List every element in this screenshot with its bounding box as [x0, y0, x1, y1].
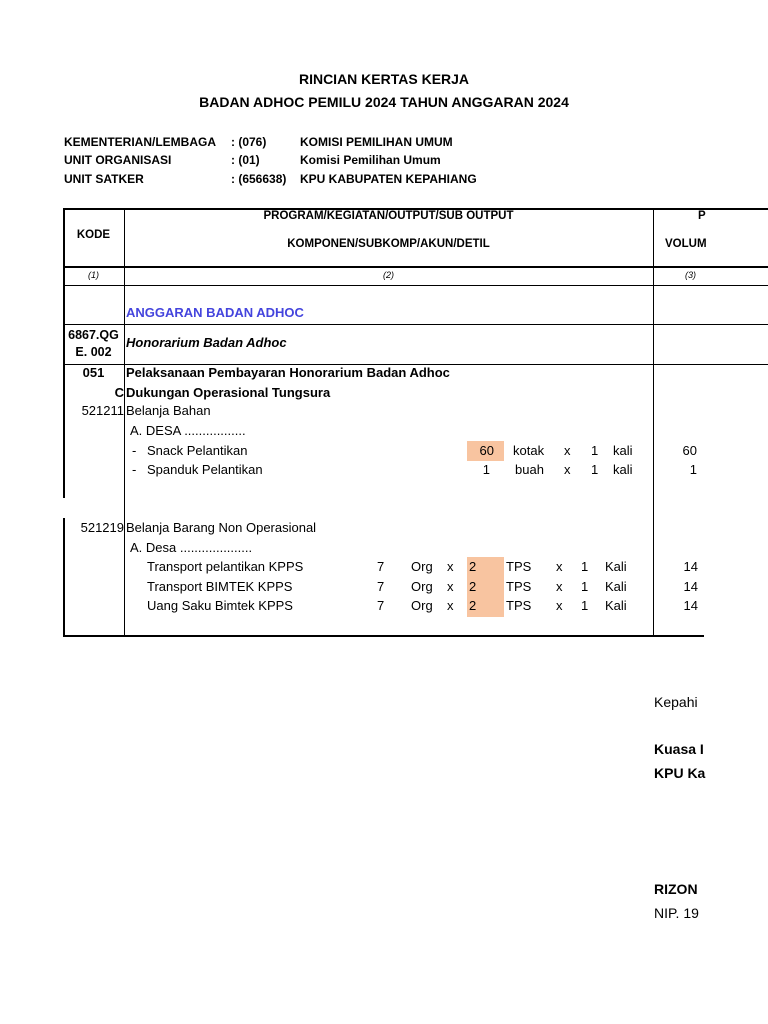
info-label-unit-satker: UNIT SATKER	[64, 172, 144, 186]
desa-a-heading: A. DESA .................	[130, 423, 246, 438]
info-value-kementerian: KOMISI PEMILIHAN UMUM	[300, 135, 453, 149]
item-x: x	[556, 598, 563, 613]
kode-521219: 521219	[80, 520, 124, 535]
item-x: x	[564, 462, 571, 477]
item-name: Transport BIMTEK KPPS	[147, 579, 293, 594]
item-volume: 60	[682, 443, 697, 458]
item-volume: 14	[683, 579, 698, 594]
item-x: x	[447, 598, 454, 613]
col-number-1: (1)	[88, 270, 99, 280]
info-value-unit-organisasi: Komisi Pemilihan Umum	[300, 153, 441, 167]
item-volume: 1	[689, 462, 697, 477]
document-subtitle: BADAN ADHOC PEMILU 2024 TAHUN ANGGARAN 2024	[199, 94, 569, 110]
document-title: RINCIAN KERTAS KERJA	[298, 71, 470, 87]
item-freq: Kali	[605, 579, 627, 594]
item-mult: 1	[591, 462, 599, 477]
item-qty: 60	[479, 443, 494, 458]
anggaran-heading: ANGGARAN BADAN ADHOC	[126, 305, 304, 320]
info-label-unit-organisasi: UNIT ORGANISASI	[64, 153, 172, 167]
item-mult: 1	[581, 579, 589, 594]
col-number-3: (3)	[685, 270, 696, 280]
item-org: Org	[411, 598, 433, 613]
item-freq: Kali	[605, 559, 627, 574]
item-mult: 1	[581, 559, 589, 574]
item-x: x	[564, 443, 571, 458]
item-x: x	[556, 579, 563, 594]
item-count: 7	[377, 559, 385, 574]
item-freq: Kali	[605, 598, 627, 613]
header-program: PROGRAM/KEGIATAN/OUTPUT/SUB OUTPUT	[263, 210, 514, 222]
header-kode: KODE	[76, 229, 111, 241]
col-number-2: (2)	[383, 270, 394, 280]
footer-place: Kepahi	[654, 694, 698, 710]
item-mult: 1	[591, 443, 599, 458]
item-unit: buah	[515, 462, 544, 477]
belanja-bahan: Belanja Bahan	[126, 403, 211, 418]
item-x: x	[447, 559, 454, 574]
honorarium-heading: Honorarium Badan Adhoc	[126, 335, 287, 350]
item-name: Uang Saku Bimtek KPPS	[147, 598, 293, 613]
item-tps-unit: TPS	[506, 579, 532, 594]
kode-6867-line1: 6867.QG	[68, 328, 119, 342]
item-tps-unit: TPS	[506, 598, 532, 613]
kode-521211: 521211	[81, 403, 124, 418]
item-tps-count: 2	[469, 559, 477, 574]
pelaksanaan-heading: Pelaksanaan Pembayaran Honorarium Badan Adhoc	[126, 365, 450, 380]
item-freq: kali	[613, 443, 633, 458]
item-dash: -	[132, 443, 137, 458]
signatory-name: RIZON	[654, 881, 698, 897]
item-unit: kotak	[513, 443, 545, 458]
item-mult: 1	[581, 598, 589, 613]
info-code-unit-organisasi: : (01)	[231, 153, 260, 167]
info-value-unit-satker: KPU KABUPATEN KEPAHIANG	[300, 172, 477, 186]
item-tps-unit: TPS	[506, 559, 532, 574]
item-freq: kali	[613, 462, 633, 477]
info-label-kementerian: KEMENTERIAN/LEMBAGA	[64, 135, 216, 149]
item-tps-count: 2	[469, 598, 477, 613]
header-komponen: KOMPONEN/SUBKOMP/AKUN/DETIL	[287, 238, 490, 250]
kode-c: C	[114, 385, 124, 400]
item-org: Org	[411, 579, 433, 594]
item-volume: 14	[683, 559, 698, 574]
kode-051: 051	[82, 365, 105, 380]
desa-b-heading: A. Desa ....................	[130, 540, 253, 555]
item-tps-count: 2	[469, 579, 477, 594]
belanja-barang: Belanja Barang Non Operasional	[126, 520, 317, 535]
item-x: x	[556, 559, 563, 574]
item-name: Snack Pelantikan	[147, 443, 248, 458]
footer-kuasa: Kuasa I	[654, 741, 704, 757]
item-x: x	[447, 579, 454, 594]
header-volume-cut: VOLUM	[665, 238, 707, 250]
signatory-nip: NIP. 19	[654, 905, 699, 921]
footer-kpu: KPU Ka	[654, 765, 706, 781]
item-dash: -	[132, 462, 137, 477]
item-name: Spanduk Pelantikan	[147, 462, 263, 477]
dukungan-heading: Dukungan Operasional Tungsura	[126, 385, 331, 400]
header-p-cut: P	[698, 210, 706, 222]
item-count: 7	[377, 598, 385, 613]
item-org: Org	[411, 559, 433, 574]
item-name: Transport pelantikan KPPS	[147, 559, 304, 574]
info-code-unit-satker: : (656638)	[231, 172, 287, 186]
item-volume: 14	[683, 598, 698, 613]
info-code-kementerian: : (076)	[231, 135, 267, 149]
kode-6867-line2: E. 002	[75, 345, 112, 359]
item-qty: 1	[482, 462, 490, 477]
item-count: 7	[377, 579, 385, 594]
